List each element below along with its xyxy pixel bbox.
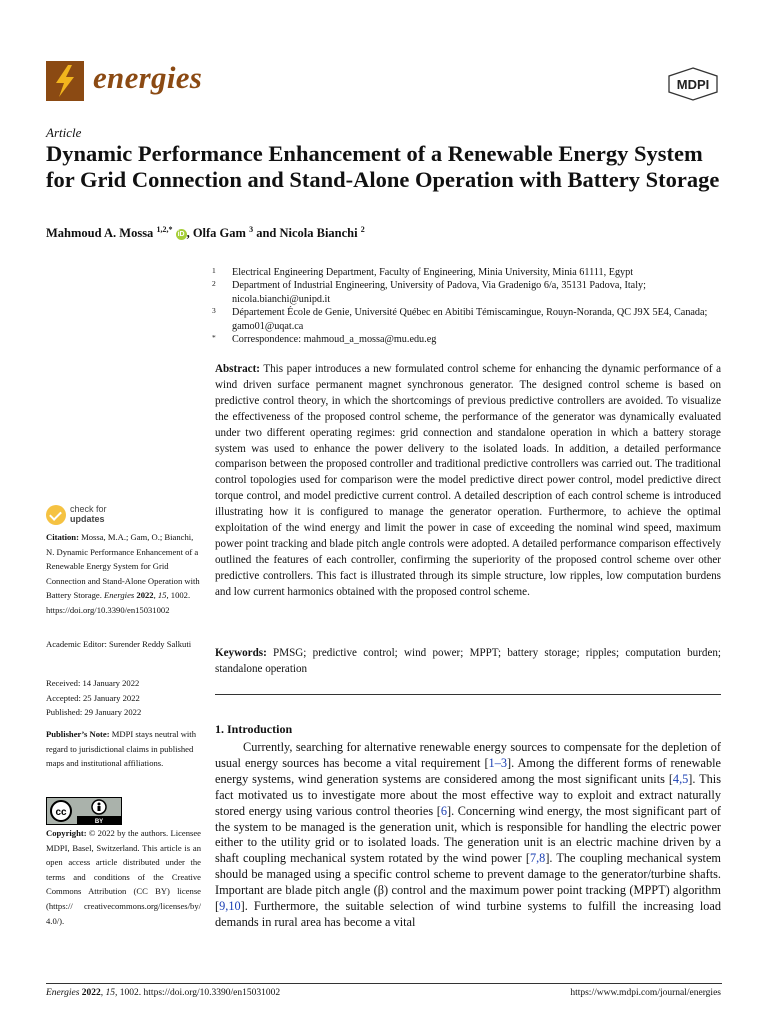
svg-text:cc: cc bbox=[55, 807, 67, 818]
footer-journal-url[interactable]: https://www.mdpi.com/journal/energies bbox=[570, 988, 721, 998]
article-dates bbox=[46, 676, 201, 720]
abstract bbox=[215, 362, 721, 601]
article-title: Dynamic Performance Enhancement of a Renewable Energy System for Grid Connection and Stand-Alone Operation with Battery Storage bbox=[46, 141, 720, 192]
citation: Citation: Mossa, M.A.; Gam, O.; Bianchi, N. Dynamic Performance Enhancement of a Renewable Energy System for Grid Connection and Stand-Alone Operation with Battery Storage. Energies 2022, 15, 1002. https://doi.org/10.3390/en15031002 bbox=[46, 532, 200, 615]
keywords-label: Keywords: bbox=[215, 647, 267, 659]
publishers-note: Publisher’s Note: MDPI stays neutral with regard to jurisdictional claims in published maps and institutional affiliations. bbox=[46, 729, 196, 769]
publisher-name: MDPI bbox=[676, 77, 710, 92]
check-for-updates-button[interactable]: check for updates bbox=[46, 504, 136, 526]
article-type: Article bbox=[46, 125, 82, 140]
affiliations bbox=[212, 266, 722, 346]
author-2[interactable]: , Olfa Gam bbox=[186, 226, 246, 241]
correspondence: * Correspondence: mahmoud_a_mossa@mu.edu.eg bbox=[212, 333, 437, 346]
footer-divider bbox=[46, 983, 722, 984]
abstract-text: This paper introduces a new formulated control scheme for enhancing the dynamic performance of a wind driven surface permanent magnet synchronous generator. The designed control scheme is based on predictive control theory, in which the shortcomings of previous predictive controllers are avoided. To visualize the effectiveness of the proposed control scheme, the performance of the generator was dynamically evaluated under two different operating regimes: grid connection and standalone operation in which a battery storage system was used to enhance the power delivery to the isolated loads. In addition, a detailed performance comparison between the proposed controller and traditional predictive controllers was carried out. The traditional control topologies used for comparison were the model predictive direct power control, model predictive direct torque control, and model predictive current control. A detailed description of each control scheme is introduced illustrating how it is configured to manage the generator operation. Furthermore, to achieve the optimal exploitation of the wind energy and limit the power in case of exceeding the nominal wind speed, maximum power point tracking and blade pitch angle controls were adopted. A detailed performance comparison effectively outlined the features of each controller, confirming the superiority of the proposed control scheme over other predictive controllers. This fact is illustrated through its simple structure, low ripples, low computation burdens and low current harmonics obtained with the proposed control scheme. bbox=[215, 363, 721, 598]
published-date: Published: 29 January 2022 bbox=[46, 707, 142, 718]
orcid-icon[interactable]: iD bbox=[177, 231, 185, 239]
citation-link[interactable]: 6 bbox=[440, 803, 447, 818]
svg-text:BY: BY bbox=[94, 819, 104, 825]
accepted-date: Accepted: 25 January 2022 bbox=[46, 692, 140, 703]
citation-doi-link[interactable]: https://doi.org/10.3390/en15031002 bbox=[46, 604, 170, 615]
abstract-label: Abstract: bbox=[215, 363, 260, 375]
author-1[interactable]: Mahmoud A. Mossa bbox=[46, 226, 154, 241]
keywords bbox=[215, 646, 721, 678]
author-1-affil: 1,2, bbox=[156, 225, 169, 234]
journal-logo-icon bbox=[46, 61, 84, 101]
author-list bbox=[46, 225, 365, 241]
cc-by-license-icon[interactable] bbox=[46, 797, 122, 825]
author-2-affil: 3 bbox=[249, 225, 254, 234]
affiliation-1: 1 Electrical Engineering Department, Faculty of Engineering, Minia University, Minia 61111, Egypt bbox=[212, 266, 634, 278]
check-icon bbox=[46, 505, 66, 525]
affiliation-3: 3 Département École de Genie, Université Québec en Abitibi Témiscamingue, Rouyn-Noranda, QC J9X 5E4, Canada; gamo01@uqat.ca bbox=[212, 306, 708, 332]
keywords-text: PMSG; predictive control; wind power; MPPT; battery storage; ripples; computation burden; standalone operation bbox=[215, 647, 721, 675]
citation-link[interactable]: 9,10 bbox=[219, 899, 241, 914]
introduction-paragraph: Currently, searching for alternative renewable energy sources to compensate for the depletion of usual energy sources has become a vital requirement [1–3]. Among the different forms of renewable energy systems, wind generation systems are considered among the most significant units [4,5]. This fact motivated us to investigate more about the most effective way to exploit and extract naturally stored energy using various control theories [6]. Concerning wind energy, the most significant part of the system to be managed is the generation unit, which is responsible for handling the electric power either to the utility grid or to isolated loads. The generation unit is an electric machine driven by a shaft coupling mechanical system rotated by the wind power [7,8]. The coupling mechanical system should be managed using a specific control scheme to prevent damage to the generator/turbine shafts. Important are blade pitch angle (β) control and the maximum power point tracking (MPPT) algorithm [9,10]. Furthermore, the suitable selection of wind turbine systems to fulfill the increasing load demands in rural area has become a vital bbox=[215, 740, 721, 929]
author-3[interactable]: and Nicola Bianchi bbox=[256, 226, 358, 241]
copyright-notice: Copyright: © 2022 by the authors. Licensee MDPI, Basel, Switzerland. This article is an open access article distributed under the terms and conditions of the Creative Commons Attribution (CC BY) license (https:// creativecommons.org/licenses/by/ 4.0/). bbox=[46, 828, 201, 926]
section-heading-introduction: 1. Introduction bbox=[215, 722, 293, 736]
citation-link[interactable]: 4,5 bbox=[672, 771, 689, 786]
affiliation-2: 2 Department of Industrial Engineering, University of Padova, Via Gradenigo 6/a, 35131 Padova, Italy; nicola.bianchi@unipd.it bbox=[212, 279, 646, 305]
footer-citation: Energies 2022, 15, 1002. https://doi.org/10.3390/en15031002 bbox=[46, 988, 281, 998]
citation-link[interactable]: 7,8 bbox=[529, 851, 546, 866]
divider bbox=[215, 694, 721, 695]
author-3-affil: 2 bbox=[360, 225, 365, 234]
mdpi-logo-icon bbox=[667, 67, 719, 101]
corresponding-mark: * bbox=[168, 225, 173, 234]
received-date: Received: 14 January 2022 bbox=[46, 678, 140, 688]
citation-link[interactable]: 1–3 bbox=[488, 755, 507, 770]
academic-editor: Academic Editor: Surender Reddy Salkuti bbox=[46, 639, 192, 649]
journal-name: energies bbox=[93, 60, 203, 95]
